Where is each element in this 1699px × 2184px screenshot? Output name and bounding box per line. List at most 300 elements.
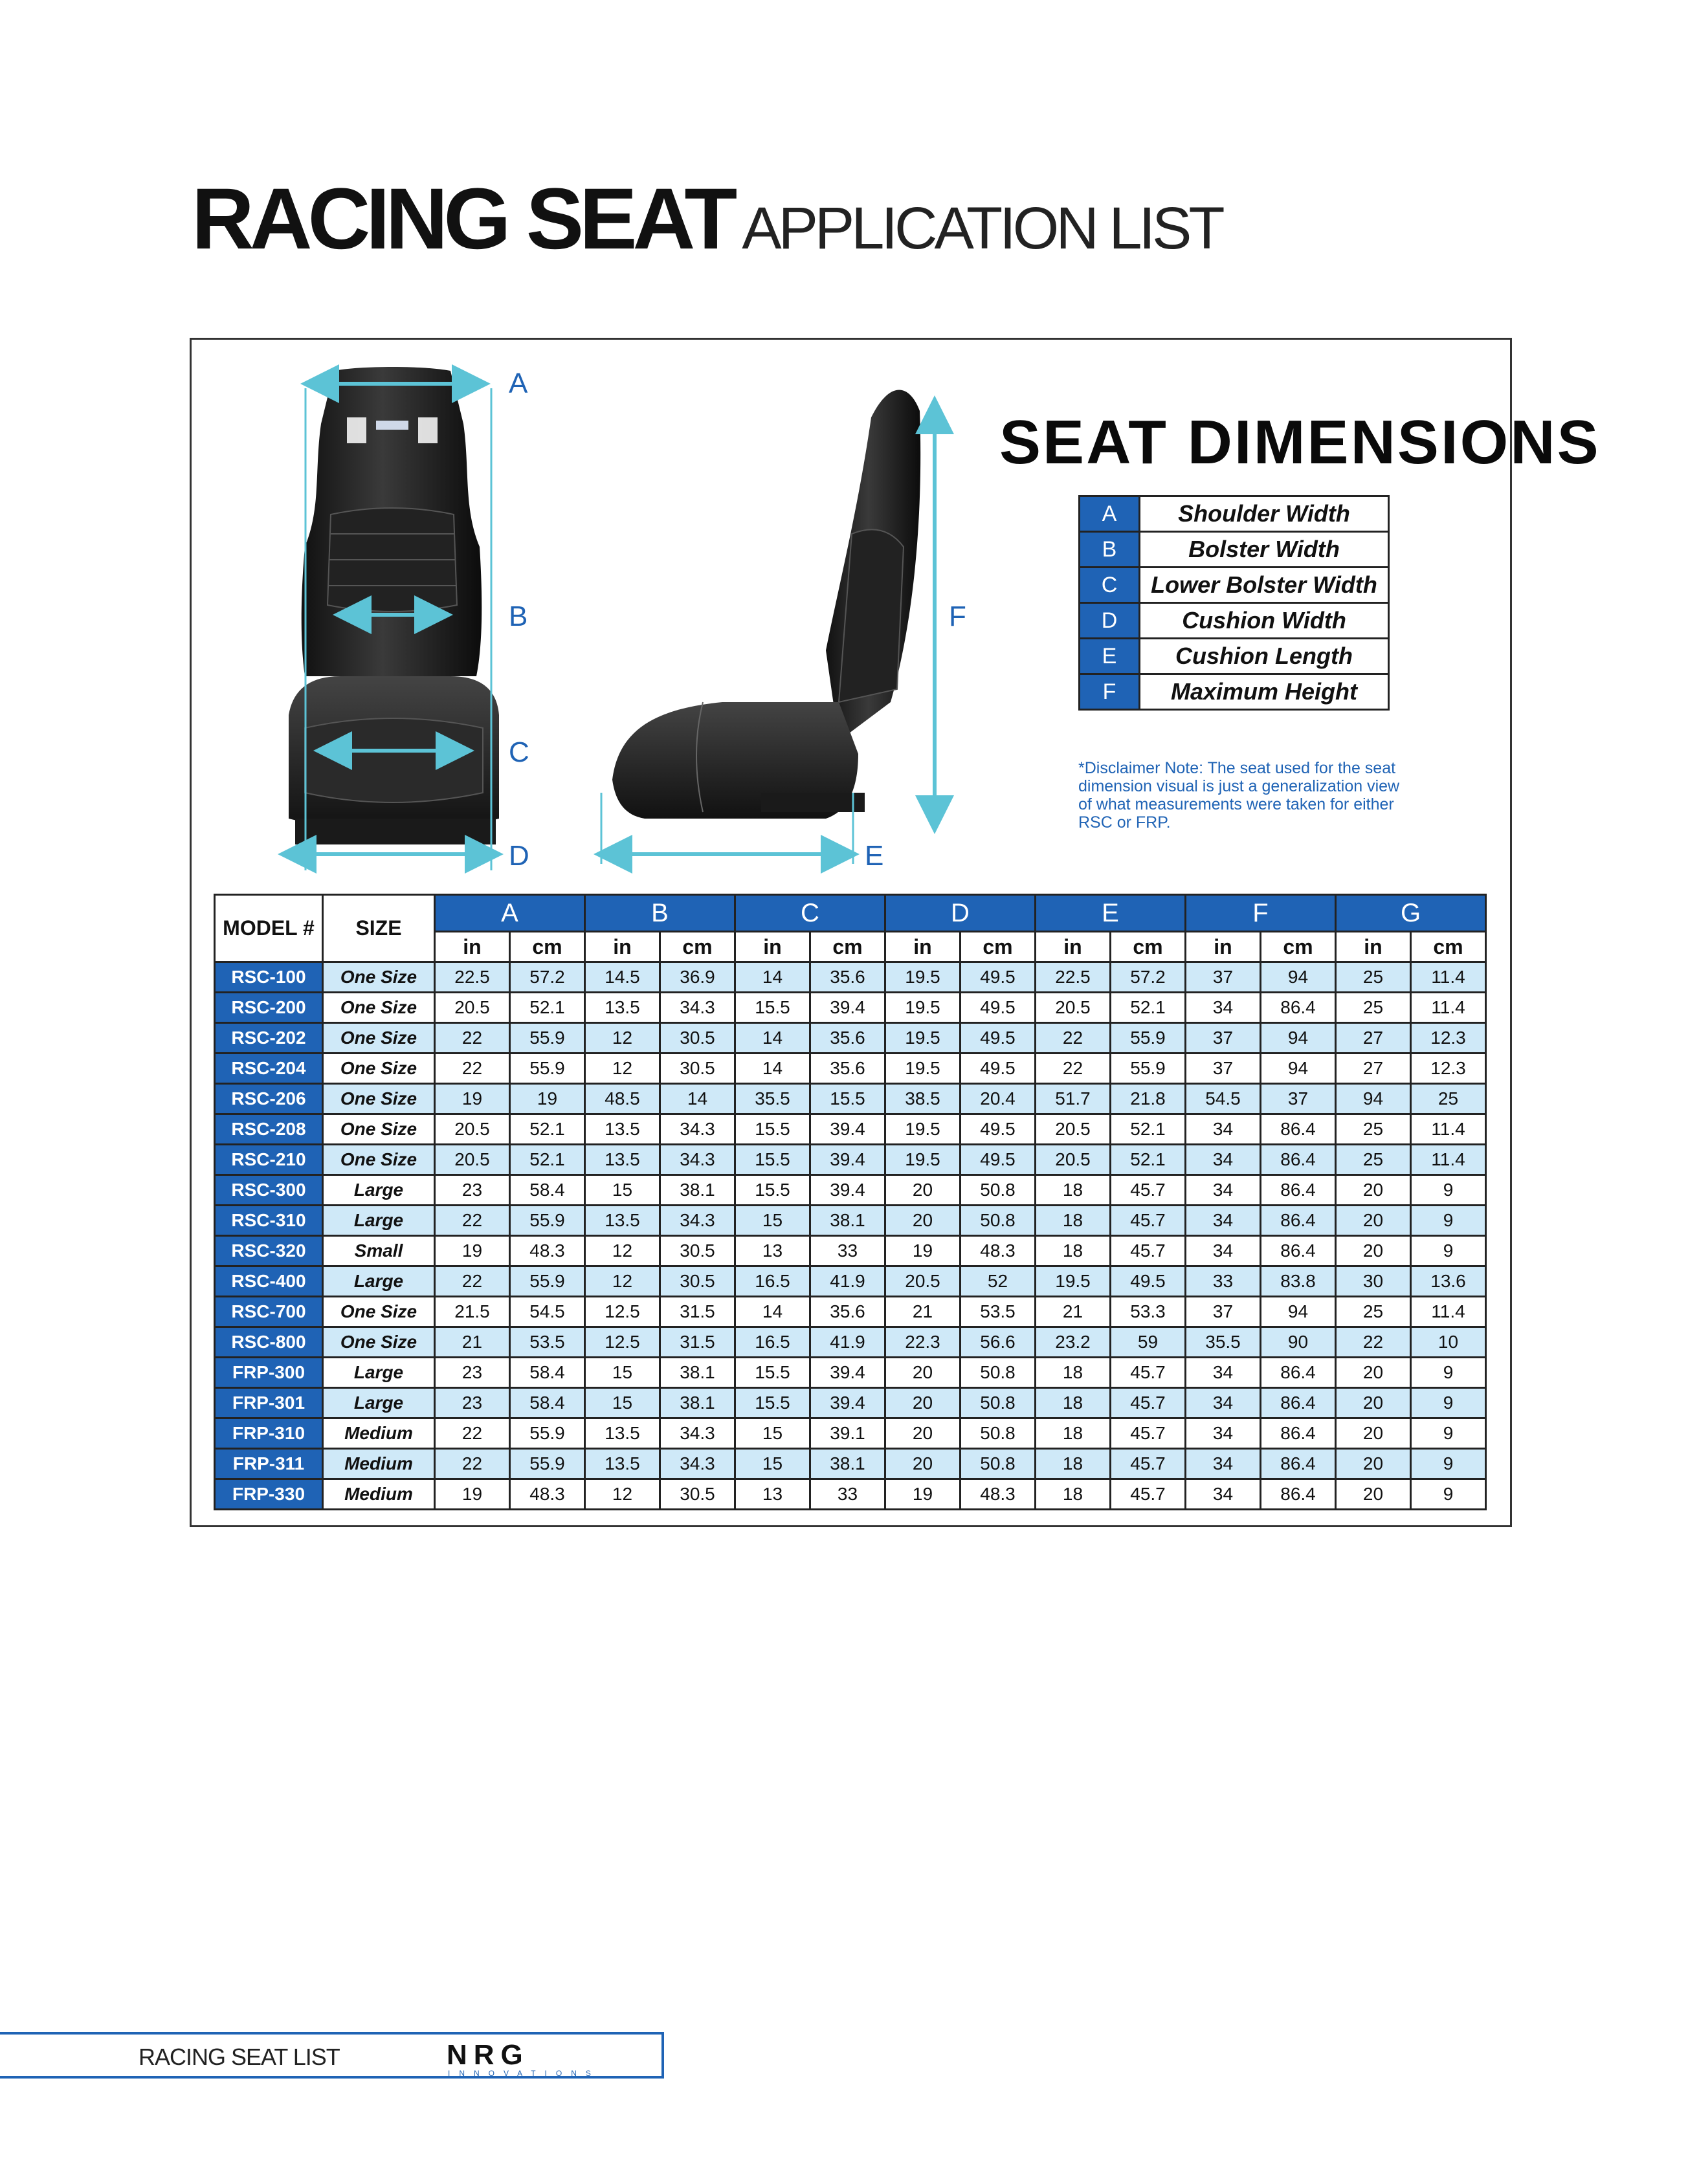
disclaimer-note: *Disclaimer Note: The seat used for the seat dimension visual is just a generalization view of what measurements were taken for either RSC or FRP. [1078,759,1400,832]
table-row [215,962,1486,993]
value-cell: 94 [1336,1084,1411,1114]
value-cell: 13 [735,1236,810,1266]
table-row [215,1358,1486,1388]
value-cell: 45.7 [1111,1418,1186,1449]
value-cell: 34 [1186,1479,1261,1510]
table-row [215,1023,1486,1053]
size-cell: Large [323,1206,435,1236]
value-cell: 23 [435,1175,510,1206]
value-cell: 34 [1186,1449,1261,1479]
value-cell: 18 [1036,1388,1111,1418]
value-cell: 94 [1261,1023,1336,1053]
size-column-header: SIZE [323,895,435,962]
value-cell: 38.1 [660,1175,735,1206]
size-cell: One Size [323,1084,435,1114]
value-cell: 50.8 [961,1418,1036,1449]
model-cell: RSC-208 [215,1114,323,1145]
unit-header-cm: cm [810,932,885,962]
value-cell: 20.5 [435,1114,510,1145]
value-cell: 14.5 [585,962,660,993]
value-cell: 23.2 [1036,1327,1111,1358]
value-cell: 36.9 [660,962,735,993]
model-cell: RSC-206 [215,1084,323,1114]
value-cell: 55.9 [510,1053,585,1084]
value-cell: 20 [885,1206,961,1236]
value-cell: 52.1 [1111,993,1186,1023]
value-cell: 11.4 [1411,1114,1486,1145]
value-cell: 55.9 [510,1023,585,1053]
value-cell: 31.5 [660,1327,735,1358]
value-cell: 19.5 [885,962,961,993]
table-row [215,1084,1486,1114]
value-cell: 13.5 [585,1145,660,1175]
value-cell: 12.5 [585,1297,660,1327]
value-cell: 20 [885,1449,961,1479]
legend-label: Maximum Height [1140,674,1389,710]
value-cell: 23 [435,1358,510,1388]
value-cell: 9 [1411,1479,1486,1510]
value-cell: 25 [1336,993,1411,1023]
unit-header-cm: cm [961,932,1036,962]
value-cell: 52.1 [1111,1114,1186,1145]
value-cell: 34.3 [660,1418,735,1449]
value-cell: 20 [1336,1358,1411,1388]
value-cell: 83.8 [1261,1266,1336,1297]
value-cell: 11.4 [1411,993,1486,1023]
value-cell: 20.5 [1036,993,1111,1023]
value-cell: 15 [585,1358,660,1388]
model-cell: FRP-311 [215,1449,323,1479]
size-cell: One Size [323,1053,435,1084]
value-cell: 35.6 [810,1053,885,1084]
value-cell: 38.5 [885,1084,961,1114]
value-cell: 59 [1111,1327,1186,1358]
value-cell: 94 [1261,1053,1336,1084]
value-cell: 22 [435,1266,510,1297]
value-cell: 34 [1186,1236,1261,1266]
table-row [215,1388,1486,1418]
value-cell: 35.5 [735,1084,810,1114]
label-d: D [509,840,529,872]
value-cell: 22 [435,1206,510,1236]
value-cell: 9 [1411,1236,1486,1266]
value-cell: 39.4 [810,1388,885,1418]
value-cell: 55.9 [510,1418,585,1449]
size-cell: Medium [323,1449,435,1479]
model-column-header: MODEL # [215,895,323,962]
value-cell: 14 [735,1297,810,1327]
value-cell: 33 [810,1479,885,1510]
table-row [215,1266,1486,1297]
content-frame [190,338,1601,1527]
value-cell: 86.4 [1261,1145,1336,1175]
value-cell: 37 [1186,1023,1261,1053]
value-cell: 39.4 [810,1175,885,1206]
value-cell: 20.5 [1036,1114,1111,1145]
value-cell: 49.5 [1111,1266,1186,1297]
value-cell: 22.5 [435,962,510,993]
value-cell: 14 [735,1053,810,1084]
value-cell: 48.3 [510,1236,585,1266]
value-cell: 30.5 [660,1266,735,1297]
value-cell: 10 [1411,1327,1486,1358]
value-cell: 49.5 [961,1114,1036,1145]
value-cell: 19 [435,1084,510,1114]
size-cell: Large [323,1175,435,1206]
value-cell: 86.4 [1261,1479,1336,1510]
group-header-e: E [1036,895,1186,932]
label-c: C [509,736,529,768]
value-cell: 52.1 [510,1114,585,1145]
value-cell: 54.5 [510,1297,585,1327]
dimension-legend [1078,495,1390,711]
value-cell: 20 [1336,1388,1411,1418]
table-row [215,1449,1486,1479]
value-cell: 9 [1411,1449,1486,1479]
value-cell: 9 [1411,1206,1486,1236]
size-cell: One Size [323,993,435,1023]
value-cell: 55.9 [510,1266,585,1297]
value-cell: 48.3 [961,1479,1036,1510]
model-cell: RSC-204 [215,1053,323,1084]
value-cell: 11.4 [1411,1145,1486,1175]
table-body [215,962,1486,1510]
label-f: F [949,601,966,632]
value-cell: 48.3 [510,1479,585,1510]
value-cell: 86.4 [1261,1358,1336,1388]
value-cell: 35.6 [810,1297,885,1327]
value-cell: 38.1 [810,1206,885,1236]
value-cell: 45.7 [1111,1388,1186,1418]
value-cell: 50.8 [961,1206,1036,1236]
model-cell: RSC-700 [215,1297,323,1327]
table-row [215,1327,1486,1358]
value-cell: 25 [1336,1297,1411,1327]
value-cell: 18 [1036,1418,1111,1449]
table-group-header-row [215,895,1486,932]
value-cell: 34 [1186,993,1261,1023]
size-cell: One Size [323,1297,435,1327]
logo-text: NRG [447,2041,529,2071]
value-cell: 12 [585,1236,660,1266]
value-cell: 19.5 [885,1145,961,1175]
value-cell: 34 [1186,1175,1261,1206]
value-cell: 55.9 [510,1449,585,1479]
value-cell: 15 [585,1388,660,1418]
value-cell: 38.1 [810,1449,885,1479]
size-cell: One Size [323,1023,435,1053]
label-e: E [865,840,884,872]
value-cell: 94 [1261,1297,1336,1327]
value-cell: 23 [435,1388,510,1418]
label-b: B [509,601,528,632]
value-cell: 58.4 [510,1175,585,1206]
value-cell: 38.1 [660,1388,735,1418]
legend-row [1080,639,1389,674]
value-cell: 14 [660,1084,735,1114]
side-seat-image [612,390,920,819]
value-cell: 33 [810,1236,885,1266]
value-cell: 21 [435,1327,510,1358]
value-cell: 45.7 [1111,1479,1186,1510]
value-cell: 20.5 [435,993,510,1023]
value-cell: 22 [435,1053,510,1084]
value-cell: 20.5 [435,1145,510,1175]
value-cell: 51.7 [1036,1084,1111,1114]
value-cell: 90 [1261,1327,1336,1358]
value-cell: 19.5 [885,1023,961,1053]
value-cell: 37 [1261,1084,1336,1114]
value-cell: 14 [735,1023,810,1053]
value-cell: 45.7 [1111,1358,1186,1388]
value-cell: 20 [1336,1479,1411,1510]
value-cell: 30 [1336,1266,1411,1297]
value-cell: 19 [435,1479,510,1510]
size-cell: One Size [323,962,435,993]
value-cell: 15 [735,1449,810,1479]
value-cell: 20.5 [1036,1145,1111,1175]
value-cell: 25 [1411,1084,1486,1114]
value-cell: 13 [735,1479,810,1510]
value-cell: 35.6 [810,1023,885,1053]
size-cell: Large [323,1388,435,1418]
seat-logo [376,421,408,430]
model-cell: RSC-320 [215,1236,323,1266]
legend-label: Bolster Width [1140,532,1389,568]
value-cell: 21.8 [1111,1084,1186,1114]
value-cell: 37 [1186,962,1261,993]
value-cell: 35.6 [810,962,885,993]
value-cell: 20 [1336,1206,1411,1236]
value-cell: 45.7 [1111,1206,1186,1236]
value-cell: 30.5 [660,1236,735,1266]
legend-label: Cushion Length [1140,639,1389,674]
value-cell: 19 [885,1236,961,1266]
value-cell: 13.5 [585,1418,660,1449]
value-cell: 15 [585,1175,660,1206]
value-cell: 15.5 [735,1388,810,1418]
value-cell: 15 [735,1206,810,1236]
value-cell: 39.1 [810,1418,885,1449]
unit-header-in: in [1036,932,1111,962]
value-cell: 86.4 [1261,1418,1336,1449]
table-row [215,1114,1486,1145]
value-cell: 41.9 [810,1327,885,1358]
unit-header-in: in [885,932,961,962]
value-cell: 86.4 [1261,1175,1336,1206]
model-cell: RSC-310 [215,1206,323,1236]
legend-key: D [1080,603,1140,639]
size-cell: Medium [323,1418,435,1449]
unit-header-in: in [735,932,810,962]
value-cell: 22.3 [885,1327,961,1358]
legend-label: Cushion Width [1140,603,1389,639]
value-cell: 86.4 [1261,1449,1336,1479]
footer-label: RACING SEAT LIST [139,2044,340,2070]
value-cell: 16.5 [735,1327,810,1358]
value-cell: 19.5 [885,993,961,1023]
value-cell: 9 [1411,1358,1486,1388]
value-cell: 13.5 [585,1449,660,1479]
value-cell: 52.1 [510,993,585,1023]
group-header-f: F [1186,895,1336,932]
value-cell: 50.8 [961,1358,1036,1388]
value-cell: 19.5 [1036,1266,1111,1297]
value-cell: 58.4 [510,1358,585,1388]
value-cell: 21 [885,1297,961,1327]
seat-data-table [214,894,1487,1510]
value-cell: 53.5 [510,1327,585,1358]
value-cell: 20 [885,1175,961,1206]
nrg-logo [447,2041,634,2077]
group-header-a: A [435,895,585,932]
value-cell: 49.5 [961,1023,1036,1053]
value-cell: 20 [1336,1175,1411,1206]
value-cell: 12 [585,1053,660,1084]
size-cell: One Size [323,1114,435,1145]
value-cell: 34.3 [660,1114,735,1145]
value-cell: 49.5 [961,1053,1036,1084]
value-cell: 12 [585,1479,660,1510]
unit-header-cm: cm [1411,932,1486,962]
value-cell: 34 [1186,1206,1261,1236]
value-cell: 20 [1336,1418,1411,1449]
value-cell: 19 [435,1236,510,1266]
value-cell: 12 [585,1266,660,1297]
value-cell: 41.9 [810,1266,885,1297]
unit-header-cm: cm [1111,932,1186,962]
value-cell: 22.5 [1036,962,1111,993]
value-cell: 9 [1411,1175,1486,1206]
value-cell: 19.5 [885,1053,961,1084]
value-cell: 55.9 [1111,1023,1186,1053]
model-cell: RSC-100 [215,962,323,993]
value-cell: 31.5 [660,1297,735,1327]
size-cell: Medium [323,1479,435,1510]
value-cell: 56.6 [961,1327,1036,1358]
title-bold: RACING SEAT [192,171,733,267]
value-cell: 15.5 [735,1145,810,1175]
value-cell: 37 [1186,1297,1261,1327]
value-cell: 13.5 [585,1206,660,1236]
value-cell: 49.5 [961,1145,1036,1175]
table-row [215,1479,1486,1510]
value-cell: 49.5 [961,962,1036,993]
value-cell: 45.7 [1111,1449,1186,1479]
legend-row [1080,496,1389,532]
value-cell: 39.4 [810,1358,885,1388]
title-light: APPLICATION LIST [742,195,1222,261]
value-cell: 14 [735,962,810,993]
value-cell: 18 [1036,1236,1111,1266]
size-cell: One Size [323,1327,435,1358]
value-cell: 22 [1336,1327,1411,1358]
value-cell: 45.7 [1111,1236,1186,1266]
value-cell: 20 [885,1388,961,1418]
model-cell: FRP-301 [215,1388,323,1418]
value-cell: 15 [735,1418,810,1449]
value-cell: 20 [1336,1236,1411,1266]
table-row [215,1418,1486,1449]
value-cell: 34 [1186,1358,1261,1388]
front-seat-image [289,367,499,844]
value-cell: 20.5 [885,1266,961,1297]
value-cell: 15.5 [735,1358,810,1388]
value-cell: 50.8 [961,1449,1036,1479]
value-cell: 34.3 [660,993,735,1023]
value-cell: 22 [1036,1053,1111,1084]
value-cell: 15.5 [810,1084,885,1114]
value-cell: 16.5 [735,1266,810,1297]
value-cell: 86.4 [1261,1388,1336,1418]
value-cell: 38.1 [660,1358,735,1388]
unit-header-cm: cm [1261,932,1336,962]
model-cell: RSC-202 [215,1023,323,1053]
value-cell: 19.5 [885,1114,961,1145]
legend-row [1080,674,1389,710]
value-cell: 22 [435,1023,510,1053]
table-row [215,1206,1486,1236]
value-cell: 34.3 [660,1206,735,1236]
group-header-d: D [885,895,1036,932]
value-cell: 20 [1336,1449,1411,1479]
value-cell: 34 [1186,1418,1261,1449]
legend-label: Shoulder Width [1140,496,1389,532]
value-cell: 53.5 [961,1297,1036,1327]
unit-header-in: in [585,932,660,962]
unit-header-in: in [1336,932,1411,962]
value-cell: 58.4 [510,1388,585,1418]
value-cell: 30.5 [660,1053,735,1084]
value-cell: 12.3 [1411,1053,1486,1084]
value-cell: 13.5 [585,993,660,1023]
value-cell: 34 [1186,1145,1261,1175]
value-cell: 13.5 [585,1114,660,1145]
legend-key: C [1080,568,1140,603]
size-cell: Small [323,1236,435,1266]
table-row [215,993,1486,1023]
value-cell: 15.5 [735,993,810,1023]
value-cell: 86.4 [1261,993,1336,1023]
model-cell: FRP-300 [215,1358,323,1388]
value-cell: 12.3 [1411,1023,1486,1053]
table-row [215,1053,1486,1084]
group-header-c: C [735,895,885,932]
value-cell: 27 [1336,1023,1411,1053]
value-cell: 25 [1336,1145,1411,1175]
value-cell: 34.3 [660,1145,735,1175]
value-cell: 30.5 [660,1023,735,1053]
value-cell: 34 [1186,1388,1261,1418]
value-cell: 34 [1186,1114,1261,1145]
value-cell: 49.5 [961,993,1036,1023]
model-cell: RSC-300 [215,1175,323,1206]
value-cell: 20 [885,1418,961,1449]
value-cell: 86.4 [1261,1236,1336,1266]
value-cell: 34.3 [660,1449,735,1479]
value-cell: 39.4 [810,1145,885,1175]
value-cell: 52 [961,1266,1036,1297]
model-cell: FRP-330 [215,1479,323,1510]
size-cell: One Size [323,1145,435,1175]
legend-key: B [1080,532,1140,568]
value-cell: 22 [435,1418,510,1449]
value-cell: 52.1 [1111,1145,1186,1175]
table-row [215,1236,1486,1266]
footer-bar [0,2032,664,2079]
value-cell: 55.9 [510,1206,585,1236]
label-a: A [509,368,528,399]
